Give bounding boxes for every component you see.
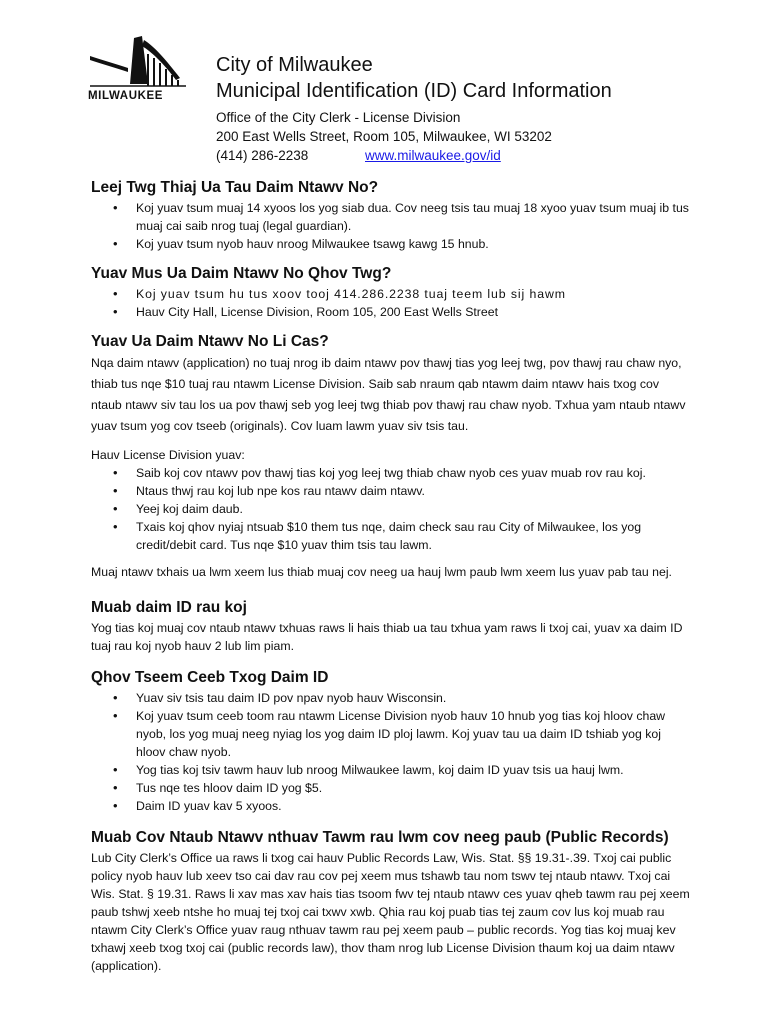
how-closing: Muaj ntawv txhais ua lwm xeem lus thiab muaj cov neeg ua hauj lwm paub lwm xeem lus yuav pab tau nej. [91,565,672,579]
list-item: • Txais koj qhov nyiaj ntsuab $10 them tus nqe, daim check sau rau City of Milwaukee, los yog credit/debit card. Tus nqe $10 yuav thim tsis tau lawm. [91,518,691,554]
document-header [216,52,736,165]
list-item: • Hauv City Hall, License Division, Room 105, 200 East Wells Street [91,303,691,321]
eligibility-list [91,199,691,253]
logo-text: MILWAUKEE [88,90,164,102]
list-item: • Daim ID yuav kav 5 xyoos. [91,797,691,815]
title-main: Municipal Identification (ID) Card Information [216,80,612,102]
list-item: • Yuav siv tsis tau daim ID pov npav nyob hauv Wisconsin. [91,689,691,707]
list-item: • Ntaus thwj rau koj lub npe kos rau ntawv daim ntawv. [91,482,691,500]
list-item: • Yeej koj daim daub. [91,500,691,518]
records-paragraph: Lub City Clerk’s Office ua raws li txog cai hauv Public Records Law, Wis. Stat. §§ 19.31-.39. Txoj cai public policy nyob hauv lub xeev tso cai dav rau cov pej xeem mus tshawb tau nom tswv tej ntaub ntawv. Txoj cai Wis. Stat. § 19.31. Raws li xav mas xav hais tias tsoom fwv tej ntaub ntawv ces yuav qheb tawm rau pej xeem paub tshwj xeeb ntshe ho muaj tej txoj cai txwv xwb. Qhia rau koj puab tias tej zaum cov lus koj muab rau ntawm City Clerk’s Office yuav raug nthuav tawm rau pej xeem paub – public records. Yog tias koj muaj kev txhawj xeeb txog txoj cai (public records law), thov tham nrog lub License Division thaum koj ua daim ntawv (application). [91,851,690,973]
milwaukee-logo-graphic-icon [88,34,188,94]
document-body [91,178,691,975]
milwaukee-logo [88,34,188,110]
heading-how: Yuav Ua Daim Ntawv No Li Cas? [91,333,329,350]
office-line: Office of the City Clerk - License Division [216,110,461,125]
heading-receive: Muab daim ID rau koj [91,599,247,616]
receive-paragraph: Yog tias koj muaj cov ntaub ntawv txhuas raws li hais thiab ua tau txhua yam raws li txoj cai, yuav xa daim ID tuaj rau koj nyob hauv 2 lub lim piam. [91,621,683,653]
list-item: • Koj yuav tsum muaj 14 xyoos los yog siab dua. Cov neeg tsis tau muaj 18 xyoo yuav tsum muaj ib tus muaj cai saib nrog tuaj (legal guardian). [91,199,691,235]
phone-number: (414) 286-2238 [216,148,309,163]
heading-eligibility: Leej Twg Thiaj Ua Tau Daim Ntawv No? [91,179,379,196]
how-intro: Hauv License Division yuav: [91,448,245,462]
list-item: • Tus nqe tes hloov daim ID yog $5. [91,779,691,797]
list-item: • Koj yuav tsum nyob hauv nroog Milwaukee tsawg kawg 15 hnub. [91,235,691,253]
heading-where: Yuav Mus Ua Daim Ntawv No Qhov Twg? [91,265,392,282]
address-line: 200 East Wells Street, Room 105, Milwaukee, WI 53202 [216,129,552,144]
website-link[interactable]: www.milwaukee.gov/id [365,148,501,163]
heading-records: Muab Cov Ntaub Ntawv nthuav Tawm rau lwm cov neeg paub (Public Records) [91,829,669,846]
where-list [91,285,691,321]
title-city: City of Milwaukee [216,54,373,76]
heading-important: Qhov Tseem Ceeb Txog Daim ID [91,669,329,686]
contact-line [216,146,736,165]
list-item: • Koj yuav tsum ceeb toom rau ntawm License Division nyob hauv 10 hnub yog tias koj hloov chaw nyob, los yog muaj neeg nyiag los yog daim ID ploj lawm. Koj yuav tau ua daim ID tshiab yog koj hloov chaw nyob. [91,707,691,761]
list-item: • Koj yuav tsum hu tus xoov tooj 414.286.2238 tuaj teem lub sij hawm [91,285,691,303]
list-item: • Saib koj cov ntawv pov thawj tias koj yog leej twg thiab chaw nyob ces yuav muab rov rau koj. [91,464,691,482]
list-item: • Yog tias koj tsiv tawm hauv lub nroog Milwaukee lawm, koj daim ID yuav tsis ua hauj lwm. [91,761,691,779]
how-list [91,464,691,554]
how-paragraph: Nqa daim ntawv (application) no tuaj nrog ib daim ntawv pov thawj tias yog leej twg, pov thawj rau chaw nyo, thiab tus nqe $10 tuaj rau ntawm License Division. Saib sab nraum qab ntawm daim ntawv hais txog cov ntaub ntawv siv tau los ua pov thawj seb yog leej twg thiab pov thawj rau chaw nyob. Txhua yam ntaub ntawv yuav tsum yog cov tseeb (originals). Cov luam lawm yuav siv tsis tau. [91,356,686,433]
important-list [91,689,691,815]
